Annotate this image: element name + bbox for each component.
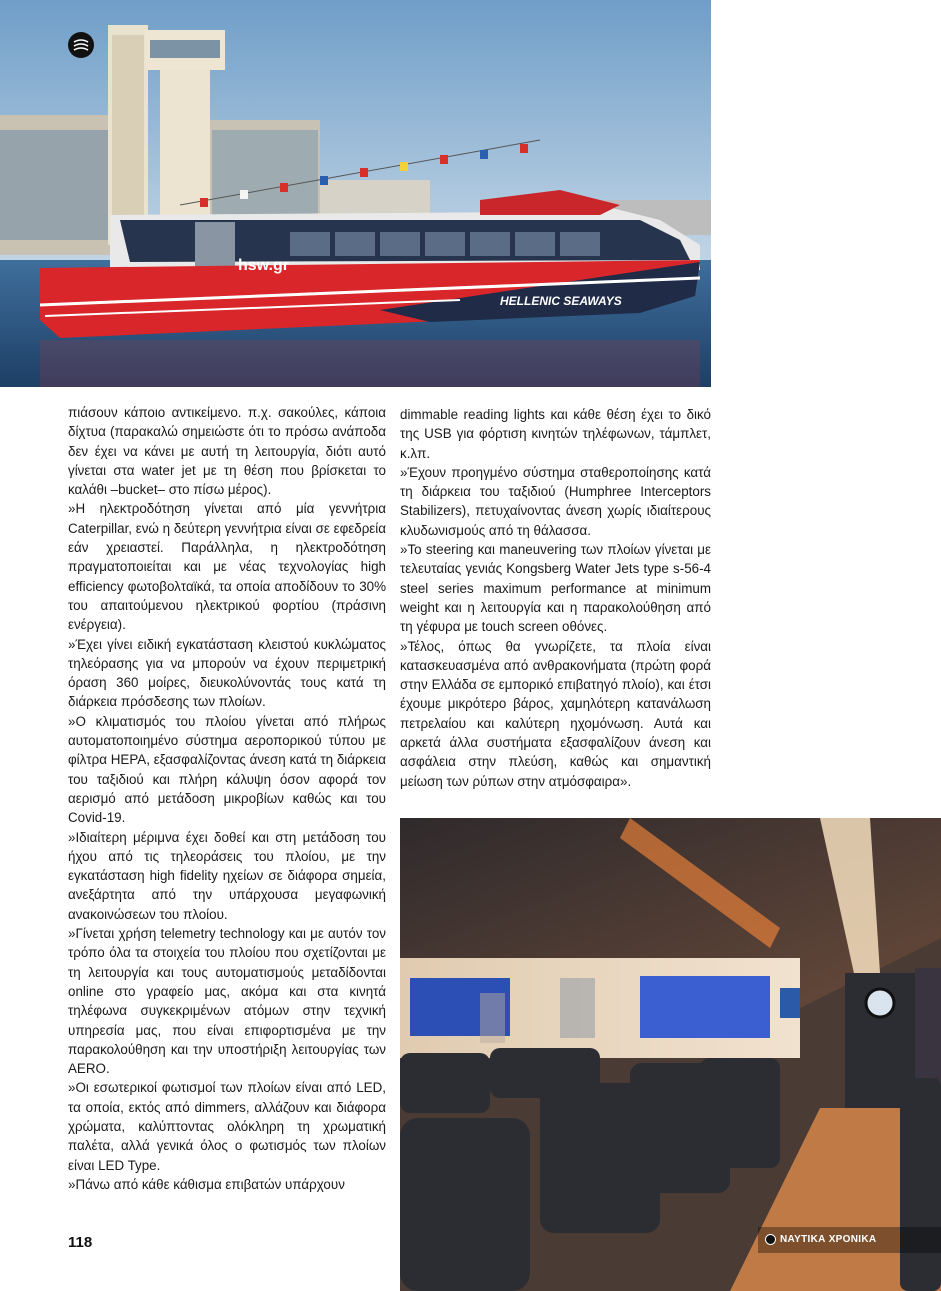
- article-column-left: [68, 403, 386, 1194]
- magazine-logo-icon: [68, 32, 94, 58]
- paragraph: »Έχουν προηγμένο σύστημα σταθεροποίησης κατά τη διάρκεια του ταξιδιού (Humphree Interceptors Stabilizers), πετυχαίνοντας άνεση χωρίς ιδιαίτερους κλυδωνισμούς από τη θάλασσα.: [400, 464, 711, 538]
- paragraph: »Τέλος, όπως θα γνωρίζετε, τα πλοία είναι κατασκευασμένα από ανθρακονήματα (πρώτη φορά στην Ελλάδα σε εμπορικό επιβατηγό πλοίο), και έτσι έχουμε μικρότερο βάρος, χαμηλότερη κατανάλωση πετρελαίου και καλύτερη ηχομόνωση. Αυτά και αρκετά άλλα συστήματα εξασφαλίζουν άνεση και ασφάλεια στην πλεύση, καθώς και σημαντική μείωση των ρύπων στην ατμόσφαιρα».: [400, 638, 711, 789]
- paragraph: »Ο κλιματισμός του πλοίου γίνεται από πλήρως αυτοματοποιημένο σύστημα αεροπορικού τύπου με φίλτρα HEPA, εξασφαλίζοντας άνεση κατά τη διάρκεια του ταξιδιού και πλήρη κάλυψη όσον αφορά τον αερισμό από μετάδοση μικροβίων καθώς και του Covid-19.: [68, 713, 386, 826]
- paragraph: πιάσουν κάποιο αντικείμενο. π.χ. σακούλες, κάποια δίχτυα (παρακαλώ σημειώστε ότι το πρόσω ανάποδα δεν έχει να κάνει με αυτή τη λειτουργία, διότι αυτό γίνεται στα water jet με τη θέση που βρίσκεται το καλάθι –bucket– στο πίσω μέρος).: [68, 405, 386, 498]
- article-column-right: [400, 405, 711, 791]
- cabin-interior-photo: [400, 818, 941, 1291]
- ferry-photo: [0, 0, 711, 387]
- hull-brand-text: HELLENIC SEAWAYS: [500, 294, 622, 308]
- page-number: 118: [68, 1234, 93, 1251]
- magazine-name: ΝΑΥΤΙΚΑ ΧΡΟΝΙΚΑ: [780, 1234, 877, 1245]
- hull-website-text: hsw.gr: [238, 257, 289, 274]
- paragraph: »Πάνω από κάθε κάθισμα επιβατών υπάρχουν: [68, 1176, 345, 1192]
- paragraph: »Το steering και maneuvering των πλοίων γίνεται με τελευταίας γενιάς Kongsberg Water Jets type s-56-4 steel series maximum performance at minimum weight και η λειτουργία και η παρακολούθηση από τη γέφυρα με touch screen οθόνες.: [400, 542, 711, 635]
- paragraph: »Έχει γίνει ειδική εγκατάσταση κλειστού κυκλώματος τηλεόρασης για να μπορούν να έχουν περιμετρική όραση 360 μοίρες, διευκολύνοντάς τους κατά τη διάρκεια πρόσδεσης των πλοίων.: [68, 636, 386, 710]
- brand-logo-icon: [765, 1234, 776, 1245]
- paragraph: »Οι εσωτερικοί φωτισμοί των πλοίων είναι από LED, τα οποία, εκτός από dimmers, αλλάζουν και διάφορα χρώματα, καλύπτοντας ολόκληρη τη χρωματική παλέτα, αλλά γενικά όλος ο φωτισμός των πλοίων είναι LED Type.: [68, 1080, 386, 1173]
- paragraph: »Η ηλεκτροδότηση γίνεται από μία γεννήτρια Caterpillar, ενώ η δεύτερη γεννήτρια είναι σε εφεδρεία εάν χρειαστεί. Παράλληλα, η ηλεκτροδότηση πραγματοποιείται και με νέας τεχνολογίας high efficiency φωτοβολταϊκά, τα οποία αποδίδουν το 30% του απαιτούμενου ηλεκτρικού φορτίου (πράσινη ενέργεια).: [68, 501, 386, 633]
- paragraph: »Γίνεται χρήση telemetry technology και με αυτόν τον τρόπο όλα τα στοιχεία του πλοίου που σχετίζονται με τη λειτουργία και τους αυτοματισμούς μεταδίδονται online στο γραφείο μας, ακόμα και στα κινητά τηλέφωνα συγκεκριμένων ατόμων στην τεχνική υπηρεσία μας, που είναι επιφορτισμένα με την παρακολούθηση και την υποστήριξη λειτουργίας των AERO.: [68, 926, 386, 1077]
- paragraph: »Ιδιαίτερη μέριμνα έχει δοθεί και στη μετάδοση του ήχου από τις τηλεοράσεις του πλοίου, με την εγκατάσταση high fidelity ηχείων σε διάφορα σημεία, ανεξάρτητα από την υπάρχουσα μεγαφωνική ανακοινώσεων του πλοίου.: [68, 829, 386, 922]
- magazine-brand: [765, 1234, 876, 1245]
- paragraph: dimmable reading lights και κάθε θέση έχει το δικό της USB για φόρτιση κινητών τηλέφωνων, τάμπλετ, κ.λπ.: [400, 407, 711, 461]
